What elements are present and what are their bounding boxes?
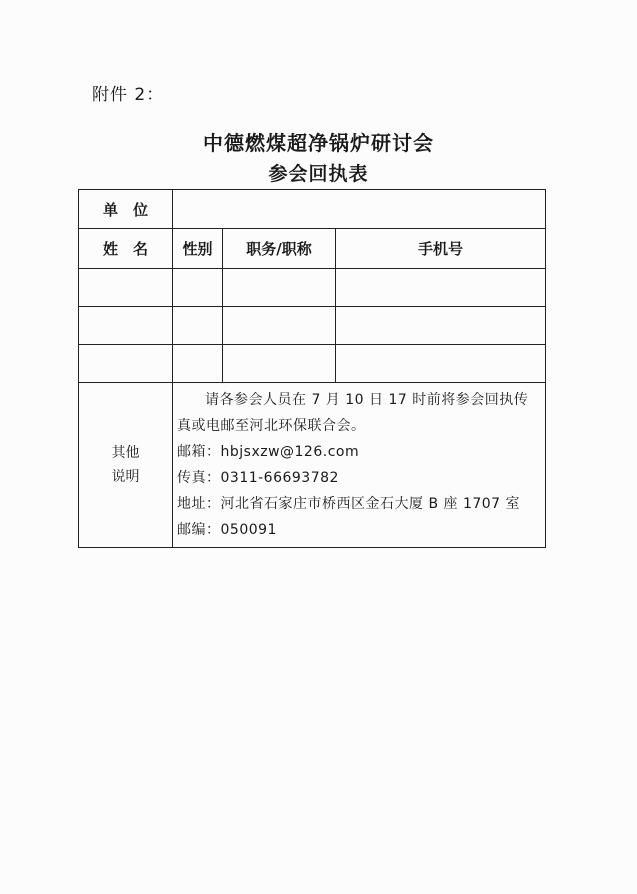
reply-form-table	[78, 189, 546, 548]
notes-label-line1: 其他	[111, 445, 140, 461]
name-cell[interactable]	[79, 269, 173, 307]
unit-row	[79, 190, 546, 229]
phone-cell[interactable]	[336, 307, 546, 345]
notes-label-cell	[79, 383, 173, 548]
gender-cell[interactable]	[173, 269, 223, 307]
phone-cell[interactable]	[336, 269, 546, 307]
notes-email: 邮箱：hbjsxzw@126.com	[177, 444, 360, 460]
notes-fax: 传真：0311-66693782	[177, 470, 339, 486]
notes-row	[79, 383, 546, 548]
name-cell[interactable]	[79, 307, 173, 345]
unit-label: 单 位	[102, 200, 148, 219]
name-cell[interactable]	[79, 345, 173, 383]
position-cell[interactable]	[223, 307, 336, 345]
unit-value-cell[interactable]	[173, 190, 546, 229]
notes-label-line2: 说明	[111, 469, 140, 485]
header-position: 职务/职称	[223, 229, 336, 269]
table-row	[79, 345, 546, 383]
header-phone: 手机号	[336, 229, 546, 269]
document-subtitle: 参会回执表	[268, 163, 369, 185]
table-row	[79, 307, 546, 345]
unit-label-cell	[79, 190, 173, 229]
phone-cell[interactable]	[336, 345, 546, 383]
header-gender: 性别	[173, 229, 223, 269]
notes-content-cell	[173, 383, 546, 548]
notes-instruction: 请各参会人员在 7 月 10 日 17 时前将参会回执传真或电邮至河北环保联合会。	[177, 392, 529, 434]
header-name: 姓 名	[79, 229, 173, 269]
gender-cell[interactable]	[173, 345, 223, 383]
notes-postcode: 邮编：050091	[177, 522, 277, 538]
header-row	[79, 229, 546, 269]
position-cell[interactable]	[223, 345, 336, 383]
gender-cell[interactable]	[173, 307, 223, 345]
notes-address: 地址：河北省石家庄市桥西区金石大厦 B 座 1707 室	[177, 496, 521, 512]
document-title: 中德燃煤超净锅炉研讨会	[203, 131, 434, 155]
table-row	[79, 269, 546, 307]
attachment-label: 附件 2：	[92, 85, 165, 105]
position-cell[interactable]	[223, 269, 336, 307]
